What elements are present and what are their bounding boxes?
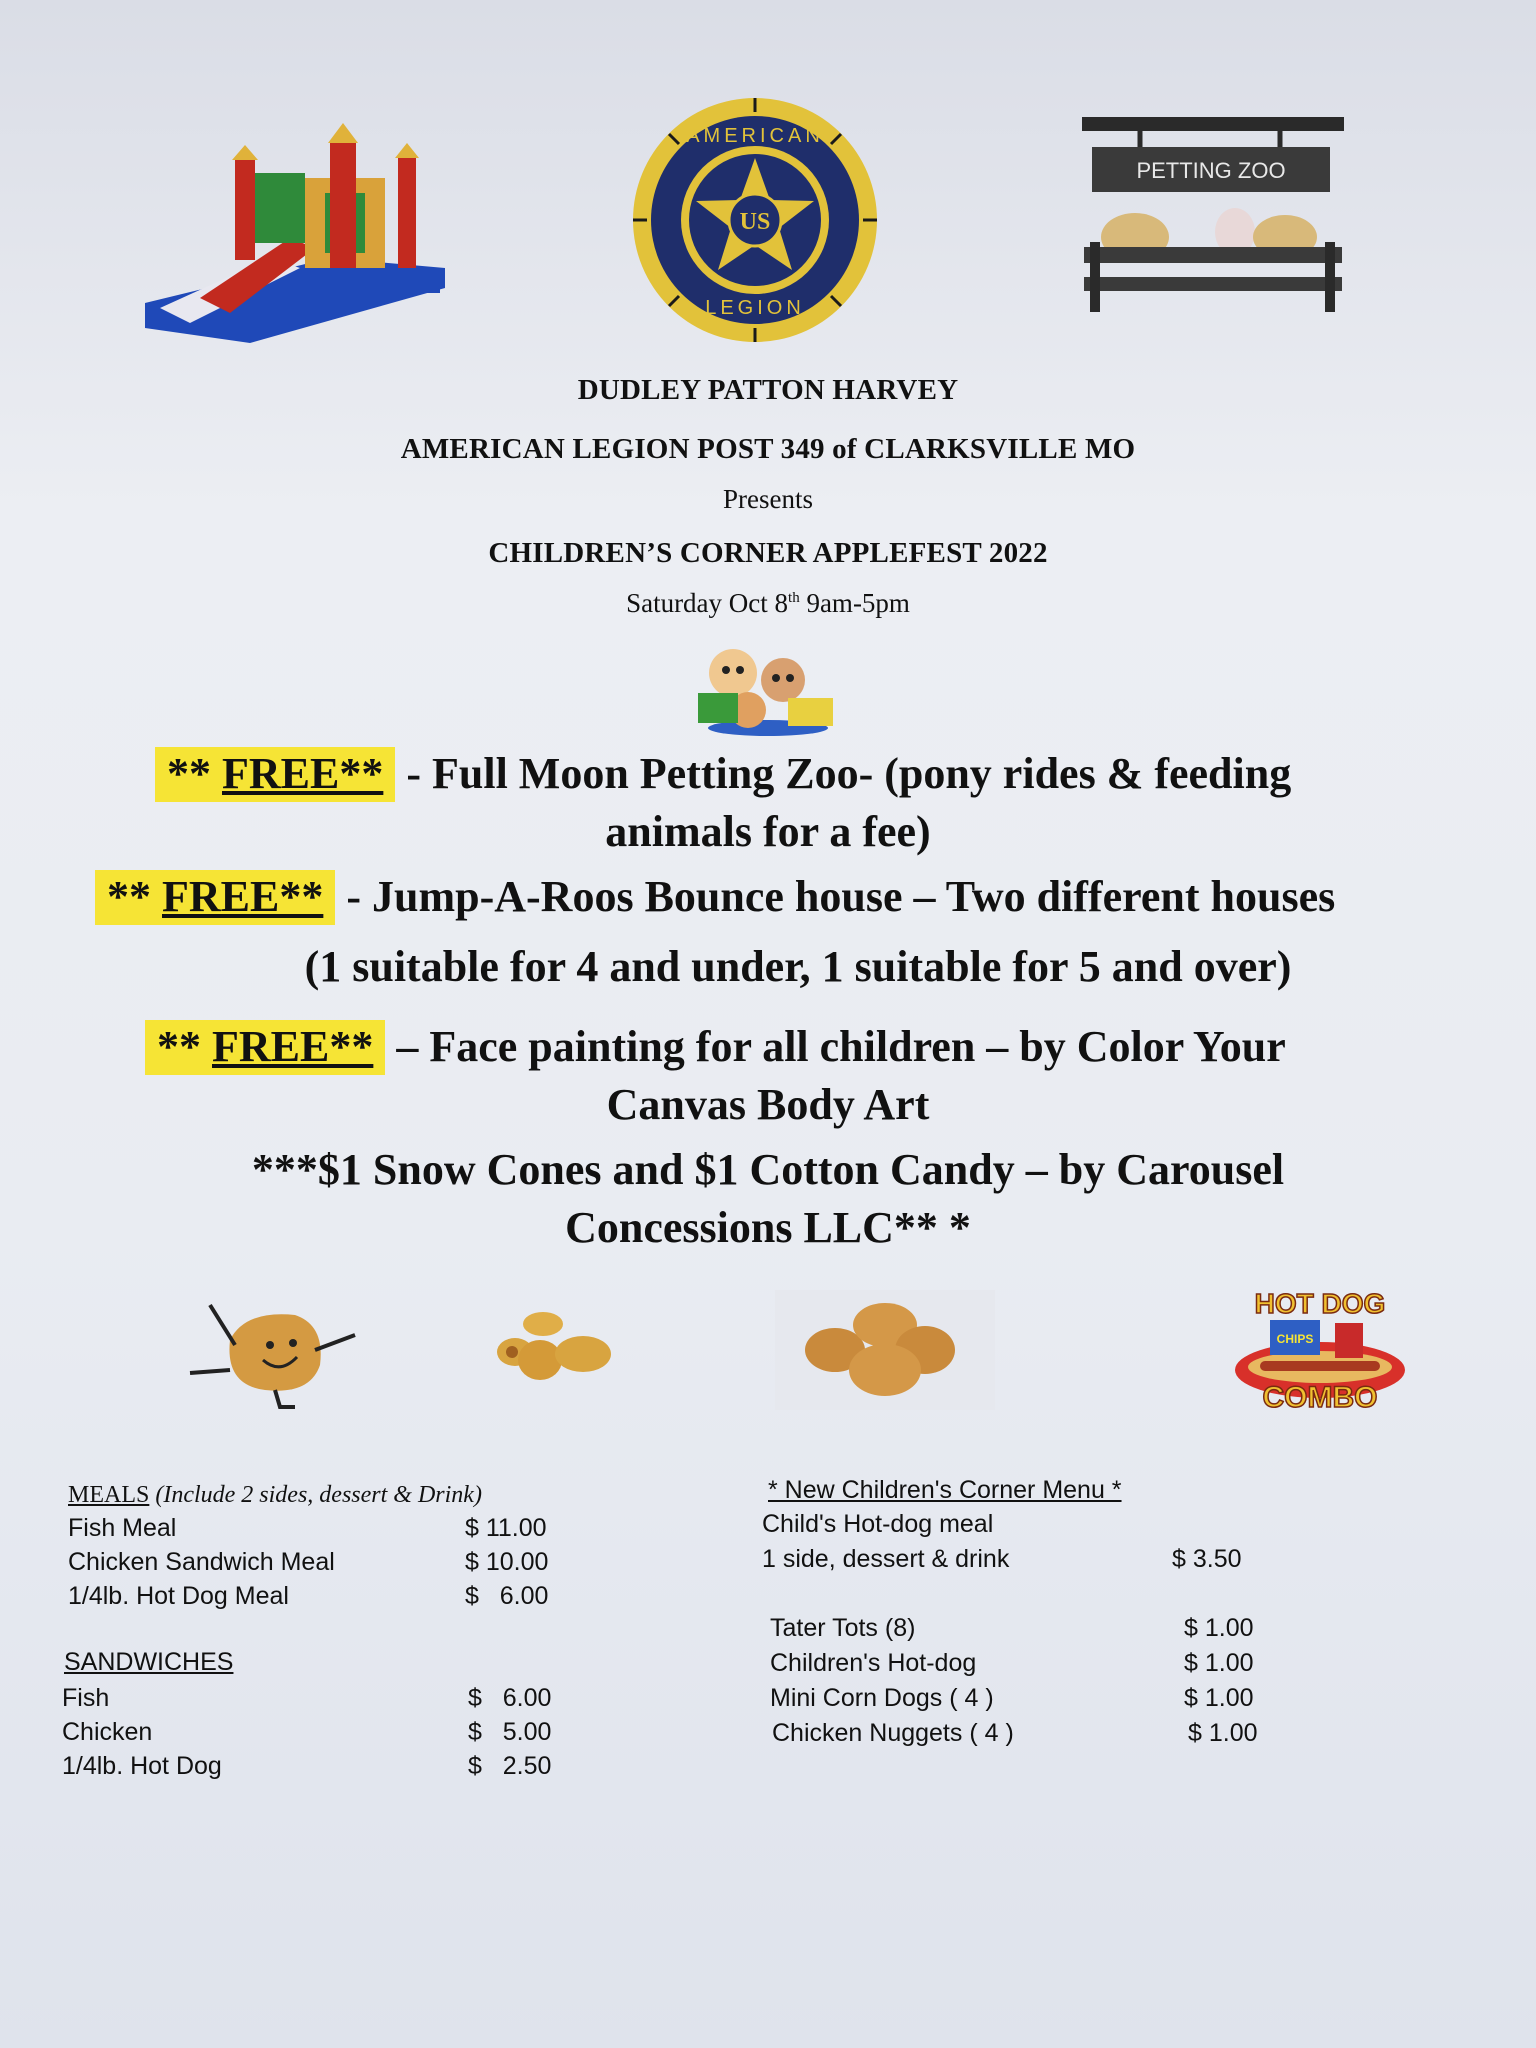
child-meal-name: Child's Hot-dog meal	[762, 1510, 994, 1538]
menu-item-price: $ 1.00	[1188, 1719, 1258, 1747]
menu-item-name: Fish Meal	[68, 1514, 177, 1542]
date-prefix: Saturday Oct 8	[626, 588, 789, 618]
emblem-bottom-text: LEGION	[705, 297, 805, 319]
hot-dog-combo-logo	[1220, 1285, 1420, 1415]
menu-item-price: $ 1.00	[1184, 1684, 1254, 1712]
child-meal-desc: 1 side, dessert & drink	[762, 1545, 1010, 1573]
date-suffix-sup: th	[788, 590, 800, 606]
painted-kids-icon	[688, 638, 848, 738]
child-meal-price: $ 3.50	[1172, 1545, 1242, 1573]
meals-note: (Include 2 sides, dessert & Drink)	[149, 1482, 482, 1508]
petting-zoo-sign-text: PETTING ZOO	[1136, 158, 1286, 183]
attraction-text-line2: Canvas Body Art	[606, 1080, 930, 1129]
menu-item-price: $ 2.50	[468, 1752, 552, 1780]
menu-item-name: Chicken Sandwich Meal	[68, 1548, 335, 1576]
attraction-text-line2: (1 suitable for 4 and under, 1 suitable for 5 and over)	[304, 942, 1292, 991]
fish-fillet-mascot-icon	[185, 1295, 365, 1410]
meals-heading: MEALS	[68, 1482, 150, 1508]
presents-text: Presents	[723, 484, 813, 514]
attraction-text-line2: animals for a fee)	[605, 807, 931, 856]
event-title: CHILDREN’S CORNER APPLEFEST 2022	[488, 537, 1048, 569]
event-date	[0, 588, 1536, 619]
free-highlight: ** FREE**	[155, 747, 395, 802]
post-name: AMERICAN LEGION POST 349 of CLARKSVILLE MO	[400, 433, 1136, 465]
menu-item-price: $ 6.00	[465, 1582, 549, 1610]
menu-item-name: 1/4lb. Hot Dog	[62, 1752, 222, 1780]
combo-logo-chips: CHIPS	[1276, 1332, 1314, 1346]
menu-item-name: Tater Tots (8)	[770, 1614, 916, 1642]
sandwiches-heading: SANDWICHES	[64, 1648, 234, 1676]
children-menu-heading: * New Children's Corner Menu *	[768, 1476, 1122, 1504]
menu-item-price: $ 1.00	[1184, 1649, 1254, 1677]
concessions-line1: ***$1 Snow Cones and $1 Cotton Candy – by Carousel	[251, 1145, 1285, 1194]
mini-corn-dogs-icon	[485, 1300, 615, 1390]
free-highlight: ** FREE**	[95, 870, 335, 925]
menu-item-name: Children's Hot-dog	[770, 1649, 977, 1677]
bounce-house-icon	[140, 118, 450, 348]
menu-item-name: Chicken	[62, 1718, 153, 1746]
menu-item-price: $ 5.00	[468, 1718, 552, 1746]
emblem-center-text: US	[739, 209, 771, 235]
menu-item-price: $ 1.00	[1184, 1614, 1254, 1642]
meals-heading-row	[68, 1480, 482, 1509]
menu-item-name: Chicken Nuggets ( 4 )	[772, 1719, 1014, 1747]
menu-item-name: 1/4lb. Hot Dog Meal	[68, 1582, 289, 1610]
combo-logo-line1: HOT DOG	[1254, 1288, 1386, 1319]
attraction-text: – Face painting for all children – by Color Your	[385, 1022, 1286, 1071]
menu-item-price: $ 6.00	[468, 1684, 552, 1712]
menu-item-name: Mini Corn Dogs ( 4 )	[770, 1684, 994, 1712]
emblem-top-text: AMERICAN	[686, 125, 824, 147]
menu-item-name: Fish	[62, 1684, 110, 1712]
concessions-line2: Concessions LLC** *	[565, 1203, 971, 1252]
attraction-text: - Jump-A-Roos Bounce house – Two different houses	[335, 872, 1336, 921]
chicken-nuggets-icon	[775, 1290, 995, 1410]
menu-item-price: $ 11.00	[465, 1514, 547, 1542]
date-hours: 9am-5pm	[799, 588, 910, 618]
menu-item-price: $ 10.00	[465, 1548, 549, 1576]
combo-logo-line2: COMBO	[1262, 1381, 1378, 1414]
free-highlight: ** FREE**	[145, 1020, 385, 1075]
petting-zoo-sign-icon	[1080, 112, 1350, 317]
organization-name: DUDLEY PATTON HARVEY	[577, 374, 959, 406]
attraction-text: - Full Moon Petting Zoo- (pony rides & feeding	[395, 749, 1292, 798]
american-legion-emblem	[605, 95, 905, 345]
